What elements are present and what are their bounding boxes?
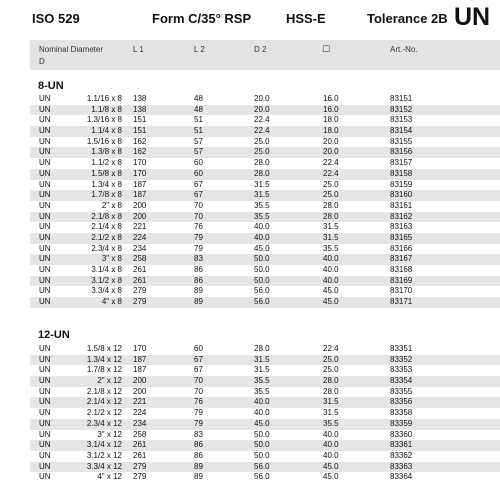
nominal-size: 3.1/2 x 8	[91, 275, 122, 285]
l1-value: 279	[133, 472, 147, 482]
thread-type: UN	[39, 179, 51, 189]
table-row	[30, 94, 500, 105]
table-row	[30, 286, 500, 297]
table-row	[30, 276, 500, 287]
nominal-size: 2" x 8	[101, 200, 122, 210]
article-number: 83166	[390, 243, 413, 253]
table-row	[30, 180, 500, 191]
table-row	[30, 190, 500, 201]
square-value: 16.0	[323, 94, 339, 103]
square-value: 28.0	[323, 376, 339, 386]
table-row	[30, 472, 500, 483]
l2-value: 83	[194, 429, 203, 439]
d2-value: 31.5	[254, 354, 270, 364]
l1-value: 234	[133, 418, 147, 428]
thread-type: UN	[39, 429, 51, 439]
standard-label: ISO 529	[32, 11, 80, 26]
square-value: 45.0	[323, 297, 339, 307]
article-number: 83161	[390, 200, 413, 210]
d2-value: 50.0	[254, 429, 270, 439]
l1-value: 200	[133, 386, 147, 396]
square-value: 25.0	[323, 179, 339, 189]
d2-value: 31.5	[254, 190, 270, 200]
article-number: 83151	[390, 94, 413, 103]
article-number: 83162	[390, 211, 413, 221]
table-row	[30, 233, 500, 244]
article-number: 83168	[390, 265, 413, 274]
table-row	[30, 355, 500, 366]
table-row	[30, 158, 500, 169]
square-value: 40.0	[323, 429, 339, 439]
square-value: 40.0	[323, 450, 339, 460]
nominal-size: 2.1/4 x 8	[91, 222, 122, 232]
nominal-size: 1.1/16 x 8	[86, 94, 122, 103]
l2-value: 86	[194, 275, 203, 285]
d2-value: 31.5	[254, 179, 270, 189]
square-value: 22.4	[323, 158, 339, 168]
l2-value: 60	[194, 344, 203, 353]
table-row	[30, 365, 500, 376]
d2-value: 56.0	[254, 472, 270, 482]
nominal-size: 1.1/2 x 8	[91, 158, 122, 168]
thread-type: UN	[39, 440, 51, 450]
l1-value: 162	[133, 136, 147, 146]
nominal-size: 2.1/4 x 12	[86, 397, 122, 407]
article-number: 83361	[390, 440, 413, 450]
l1-value: 170	[133, 158, 147, 168]
l1-value: 138	[133, 94, 147, 103]
d2-value: 22.4	[254, 115, 270, 125]
l2-value: 79	[194, 232, 203, 242]
article-number: 83171	[390, 297, 413, 307]
article-number: 83160	[390, 190, 413, 200]
thread-type: UN	[39, 275, 51, 285]
thread-type: UN	[39, 254, 51, 264]
d2-value: 40.0	[254, 408, 270, 418]
square-value: 31.5	[323, 232, 339, 242]
l1-value: 279	[133, 286, 147, 296]
l1-value: 221	[133, 397, 147, 407]
column-header	[30, 40, 500, 70]
article-number: 83356	[390, 397, 413, 407]
article-number: 83359	[390, 418, 413, 428]
thread-type: UN	[39, 265, 51, 274]
article-number: 83169	[390, 275, 413, 285]
table-row	[30, 222, 500, 233]
l1-value: 258	[133, 429, 147, 439]
table-12un	[30, 344, 500, 483]
l1-value: 234	[133, 243, 147, 253]
d2-value: 20.0	[254, 94, 270, 103]
table-row	[30, 254, 500, 265]
d2-value: 56.0	[254, 286, 270, 296]
thread-type: UN	[39, 344, 51, 353]
l1-value: 138	[133, 104, 147, 114]
l2-value: 89	[194, 297, 203, 307]
table-row	[30, 105, 500, 116]
article-number: 83354	[390, 376, 413, 386]
thread-type: UN	[39, 418, 51, 428]
l1-value: 170	[133, 344, 147, 353]
d2-value: 28.0	[254, 344, 270, 353]
l2-value: 86	[194, 440, 203, 450]
l2-value: 79	[194, 408, 203, 418]
thread-type: UN	[39, 168, 51, 178]
l1-value: 162	[133, 147, 147, 157]
square-value: 35.5	[323, 243, 339, 253]
nominal-size: 3.1/2 x 12	[86, 450, 122, 460]
d2-value: 20.0	[254, 104, 270, 114]
article-number: 83167	[390, 254, 413, 264]
nominal-size: 4" x 8	[101, 297, 122, 307]
d2-value: 35.5	[254, 211, 270, 221]
column-art-no: Art.-No.	[390, 45, 418, 54]
thread-type: UN	[39, 297, 51, 307]
article-number: 83158	[390, 168, 413, 178]
article-number: 83153	[390, 115, 413, 125]
article-number: 83352	[390, 354, 413, 364]
l1-value: 187	[133, 365, 147, 375]
table-row	[30, 387, 500, 398]
tolerance-label: Tolerance 2B	[367, 11, 448, 26]
square-value: 31.5	[323, 408, 339, 418]
l1-value: 224	[133, 232, 147, 242]
l2-value: 79	[194, 243, 203, 253]
square-value: 28.0	[323, 200, 339, 210]
d2-value: 25.0	[254, 147, 270, 157]
square-value: 18.0	[323, 115, 339, 125]
table-row	[30, 397, 500, 408]
square-value: 20.0	[323, 147, 339, 157]
thread-type: UN	[39, 450, 51, 460]
table-row	[30, 244, 500, 255]
column-nominal-diameter-symbol: D	[39, 57, 45, 66]
d2-value: 56.0	[254, 461, 270, 471]
d2-value: 50.0	[254, 450, 270, 460]
table-row	[30, 265, 500, 276]
nominal-size: 1.3/16 x 8	[86, 115, 122, 125]
nominal-size: 2.1/8 x 12	[86, 386, 122, 396]
l2-value: 70	[194, 200, 203, 210]
article-number: 83157	[390, 158, 413, 168]
section-title-8un: 8-UN	[38, 80, 64, 92]
square-value: 22.4	[323, 344, 339, 353]
l1-value: 200	[133, 211, 147, 221]
nominal-size: 3.1/4 x 12	[86, 440, 122, 450]
thread-type: UN	[39, 461, 51, 471]
material-label: HSS-E	[286, 11, 326, 26]
thread-type: UN	[39, 222, 51, 232]
l2-value: 86	[194, 450, 203, 460]
d2-value: 28.0	[254, 158, 270, 168]
l2-value: 67	[194, 365, 203, 375]
l2-value: 70	[194, 386, 203, 396]
table-row	[30, 201, 500, 212]
article-number: 83163	[390, 222, 413, 232]
square-value: 22.4	[323, 168, 339, 178]
l1-value: 279	[133, 297, 147, 307]
column-nominal-diameter: Nominal Diameter	[39, 45, 104, 54]
l1-value: 187	[133, 179, 147, 189]
l2-value: 89	[194, 472, 203, 482]
table-row	[30, 376, 500, 387]
l1-value: 261	[133, 275, 147, 285]
thread-type: UN	[39, 376, 51, 386]
column-square-icon: ☐	[322, 44, 331, 54]
section-title-12un: 12-UN	[38, 329, 70, 341]
thread-type: UN	[39, 408, 51, 418]
l1-value: 187	[133, 354, 147, 364]
thread-type: UN	[39, 136, 51, 146]
nominal-size: 3" x 8	[101, 254, 122, 264]
l2-value: 67	[194, 354, 203, 364]
nominal-size: 1.5/8 x 8	[91, 168, 122, 178]
thread-type-title: UN	[454, 3, 491, 31]
square-value: 40.0	[323, 440, 339, 450]
table-row	[30, 440, 500, 451]
square-value: 31.5	[323, 222, 339, 232]
nominal-size: 2.1/8 x 8	[91, 211, 122, 221]
d2-value: 50.0	[254, 275, 270, 285]
nominal-size: 1.3/8 x 8	[91, 147, 122, 157]
nominal-size: 1.7/8 x 8	[91, 190, 122, 200]
square-value: 20.0	[323, 136, 339, 146]
l2-value: 48	[194, 104, 203, 114]
nominal-size: 1.5/8 x 12	[86, 344, 122, 353]
l2-value: 57	[194, 136, 203, 146]
table-row	[30, 462, 500, 473]
catalog-header	[0, 0, 500, 38]
l1-value: 187	[133, 190, 147, 200]
l2-value: 76	[194, 222, 203, 232]
l1-value: 221	[133, 222, 147, 232]
article-number: 83155	[390, 136, 413, 146]
article-number: 83159	[390, 179, 413, 189]
square-value: 40.0	[323, 254, 339, 264]
d2-value: 45.0	[254, 243, 270, 253]
thread-type: UN	[39, 115, 51, 125]
thread-type: UN	[39, 190, 51, 200]
table-row	[30, 344, 500, 355]
thread-type: UN	[39, 243, 51, 253]
l1-value: 151	[133, 115, 147, 125]
article-number: 83152	[390, 104, 413, 114]
l2-value: 51	[194, 126, 203, 136]
square-value: 45.0	[323, 286, 339, 296]
table-row	[30, 451, 500, 462]
column-d2: D 2	[254, 45, 267, 54]
thread-type: UN	[39, 211, 51, 221]
table-row	[30, 212, 500, 223]
square-value: 45.0	[323, 461, 339, 471]
thread-type: UN	[39, 104, 51, 114]
l2-value: 48	[194, 94, 203, 103]
column-l1: L 1	[133, 45, 144, 54]
article-number: 83363	[390, 461, 413, 471]
thread-type: UN	[39, 200, 51, 210]
d2-value: 40.0	[254, 397, 270, 407]
nominal-size: 1.5/16 x 8	[86, 136, 122, 146]
d2-value: 40.0	[254, 232, 270, 242]
l2-value: 89	[194, 461, 203, 471]
d2-value: 35.5	[254, 386, 270, 396]
thread-type: UN	[39, 232, 51, 242]
table-row	[30, 408, 500, 419]
d2-value: 35.5	[254, 376, 270, 386]
article-number: 83355	[390, 386, 413, 396]
l1-value: 261	[133, 265, 147, 274]
nominal-size: 1.1/4 x 8	[91, 126, 122, 136]
table-row	[30, 126, 500, 137]
nominal-size: 1.3/4 x 8	[91, 179, 122, 189]
article-number: 83362	[390, 450, 413, 460]
thread-type: UN	[39, 94, 51, 103]
thread-type: UN	[39, 472, 51, 482]
l1-value: 224	[133, 408, 147, 418]
article-number: 83353	[390, 365, 413, 375]
l2-value: 83	[194, 254, 203, 264]
square-value: 40.0	[323, 265, 339, 274]
d2-value: 25.0	[254, 136, 270, 146]
l1-value: 258	[133, 254, 147, 264]
thread-type: UN	[39, 365, 51, 375]
thread-type: UN	[39, 158, 51, 168]
square-value: 40.0	[323, 275, 339, 285]
thread-type: UN	[39, 126, 51, 136]
column-l2: L 2	[194, 45, 205, 54]
article-number: 83351	[390, 344, 413, 353]
nominal-size: 2.3/4 x 12	[86, 418, 122, 428]
square-value: 28.0	[323, 211, 339, 221]
l1-value: 261	[133, 440, 147, 450]
d2-value: 31.5	[254, 365, 270, 375]
form-label: Form C/35° RSP	[152, 11, 252, 26]
article-number: 83364	[390, 472, 413, 482]
nominal-size: 2.3/4 x 8	[91, 243, 122, 253]
thread-type: UN	[39, 147, 51, 157]
nominal-size: 3" x 12	[97, 429, 122, 439]
table-row	[30, 297, 500, 308]
table-row	[30, 169, 500, 180]
square-value: 25.0	[323, 354, 339, 364]
l2-value: 89	[194, 286, 203, 296]
d2-value: 35.5	[254, 200, 270, 210]
square-value: 25.0	[323, 365, 339, 375]
l1-value: 200	[133, 200, 147, 210]
l2-value: 70	[194, 211, 203, 221]
table-row	[30, 115, 500, 126]
nominal-size: 2.1/2 x 8	[91, 232, 122, 242]
thread-type: UN	[39, 386, 51, 396]
square-value: 25.0	[323, 190, 339, 200]
nominal-size: 3.3/4 x 12	[86, 461, 122, 471]
l1-value: 151	[133, 126, 147, 136]
nominal-size: 4" x 12	[97, 472, 122, 482]
l1-value: 261	[133, 450, 147, 460]
l2-value: 57	[194, 147, 203, 157]
d2-value: 40.0	[254, 222, 270, 232]
article-number: 83154	[390, 126, 413, 136]
nominal-size: 2" x 12	[97, 376, 122, 386]
thread-type: UN	[39, 286, 51, 296]
l1-value: 170	[133, 168, 147, 178]
nominal-size: 2.1/2 x 12	[86, 408, 122, 418]
d2-value: 45.0	[254, 418, 270, 428]
d2-value: 50.0	[254, 254, 270, 264]
square-value: 31.5	[323, 397, 339, 407]
l2-value: 67	[194, 190, 203, 200]
d2-value: 50.0	[254, 440, 270, 450]
article-number: 83360	[390, 429, 413, 439]
l1-value: 279	[133, 461, 147, 471]
article-number: 83165	[390, 232, 413, 242]
square-value: 35.5	[323, 418, 339, 428]
nominal-size: 1.1/8 x 8	[91, 104, 122, 114]
nominal-size: 1.7/8 x 12	[86, 365, 122, 375]
nominal-size: 1.3/4 x 12	[86, 354, 122, 364]
table-row	[30, 147, 500, 158]
table-row	[30, 430, 500, 441]
l2-value: 51	[194, 115, 203, 125]
l2-value: 70	[194, 376, 203, 386]
l2-value: 67	[194, 179, 203, 189]
d2-value: 28.0	[254, 168, 270, 178]
square-value: 16.0	[323, 104, 339, 114]
article-number: 83156	[390, 147, 413, 157]
l1-value: 200	[133, 376, 147, 386]
nominal-size: 3.1/4 x 8	[91, 265, 122, 274]
d2-value: 22.4	[254, 126, 270, 136]
l2-value: 60	[194, 158, 203, 168]
l2-value: 86	[194, 265, 203, 274]
square-value: 45.0	[323, 472, 339, 482]
table-8un	[30, 94, 500, 308]
l2-value: 60	[194, 168, 203, 178]
d2-value: 56.0	[254, 297, 270, 307]
article-number: 83358	[390, 408, 413, 418]
nominal-size: 3.3/4 x 8	[91, 286, 122, 296]
square-value: 28.0	[323, 386, 339, 396]
table-row	[30, 419, 500, 430]
d2-value: 50.0	[254, 265, 270, 274]
article-number: 83170	[390, 286, 413, 296]
thread-type: UN	[39, 354, 51, 364]
thread-type: UN	[39, 397, 51, 407]
l2-value: 76	[194, 397, 203, 407]
square-value: 18.0	[323, 126, 339, 136]
table-row	[30, 137, 500, 148]
l2-value: 79	[194, 418, 203, 428]
